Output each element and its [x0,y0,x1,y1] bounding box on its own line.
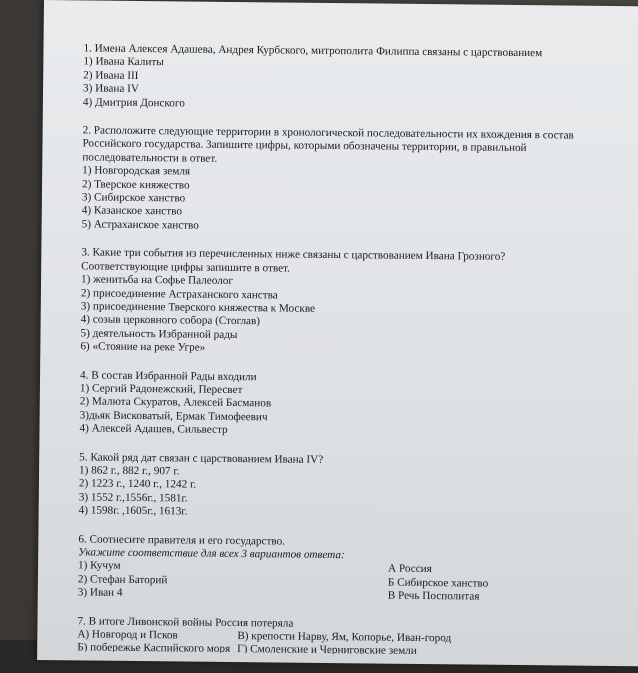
ruler-option: 2) Стефан Баторий [77,573,168,587]
answer-option: 2) Тверское княжество [82,178,190,192]
state-option: Б Сибирское ханство [387,576,489,590]
question-title: 3. Какие три события из перечисленных ниже связаны с царствованием Ивана Грозного? [81,246,506,264]
question-title: 2. Расположите следующие территории в хронологической последовательности их вхождения в состав [82,124,574,142]
answer-option: 1) женитьба на Софье Палеолог [81,273,234,288]
answer-option: 3) 1552 г.,1556г., 1581г. [78,491,188,505]
question-title: последовательности в ответ. [82,151,218,165]
answer-option: 5) Астраханское ханство [81,218,199,232]
answer-option: 2) Малюта Скуратов, Алексей Басманов [79,395,272,410]
answer-option: 4) Алексей Адашев, Сильвестр [79,422,228,437]
answer-option: 4) Казанское ханство [81,204,183,218]
answer-option: 6) «Стояние на реке Угре» [80,340,206,354]
ruler-option: 1) Кучум [78,559,121,573]
answer-option: 3)дьяк Висковатый, Ермак Тимофеевич [79,409,268,424]
question-title: 1. Имена Алексея Адашева, Андрея Курбского, митрополита Филиппа связаны с царствованием [83,42,543,60]
question-title: Российского государства. Запишите цифры, которыми обозначены территории, в правильной [82,137,527,155]
paper-sheet [37,0,638,666]
state-option: В Речь Посполитая [387,589,480,603]
question-instruction: Укажите соответствие для всех 3 вариантов ответа: [78,546,345,562]
answer-option: 3) Ивана IV [83,82,139,96]
answer-option: 5) деятельность Избранной рады [80,327,238,341]
answer-option: 1) Сергий Радонежский, Пересвет [79,382,243,397]
answer-option: А) Новгород и Псков [77,628,178,642]
question-title: 7. В итоге Ливонской войны Россия потеряла [77,615,294,630]
answer-option: 4) созыв церковного собора (Стоглав) [80,313,261,328]
answer-option: Г) Смоленские и Черниговские земли [237,643,417,658]
answer-option: 2) присоединение Астраханского ханства [80,286,278,301]
answer-option: 4) Дмитрия Донского [82,96,185,110]
question-4 [79,369,620,442]
question-3 [80,247,621,360]
question-6 [78,533,619,606]
answer-option: 1) Ивана Калиты [83,55,164,69]
question-1 [83,42,624,115]
question-7 [77,615,617,657]
answer-option: 3) присоединение Тверского княжества к Москве [80,300,316,315]
answer-option: Б) побережье Каспийского моря [77,641,231,656]
question-title: Соответствующие цифры запишите в ответ. [81,260,290,275]
test-content [77,42,624,672]
answer-option: 2) 1223 г., 1240 г., 1242 г. [78,477,197,491]
ruler-option: 3) Иван 4 [77,586,123,600]
answer-option: 4) 1598г. ,1605г., 1613г. [78,504,188,518]
question-title: 4. В состав Избранной Рады входили [80,368,257,383]
answer-option: 3) Сибирское ханство [81,191,186,205]
answer-option: 2) Ивана III [83,69,139,82]
answer-option: В) крепости Нарву, Ям, Копорье, Иван-город [237,630,452,645]
question-5 [79,451,620,524]
question-title: 5. Какой ряд дат связан с царствованием Ивана IV? [79,450,324,466]
answer-option: 1) Новгородская земля [82,164,191,178]
answer-option: 1) 862 г., 882 г., 907 г. [79,464,180,478]
state-option: А Россия [387,563,432,576]
question-2 [82,124,623,237]
question-title: 6. Соотнесите правителя и его государство. [78,532,286,548]
